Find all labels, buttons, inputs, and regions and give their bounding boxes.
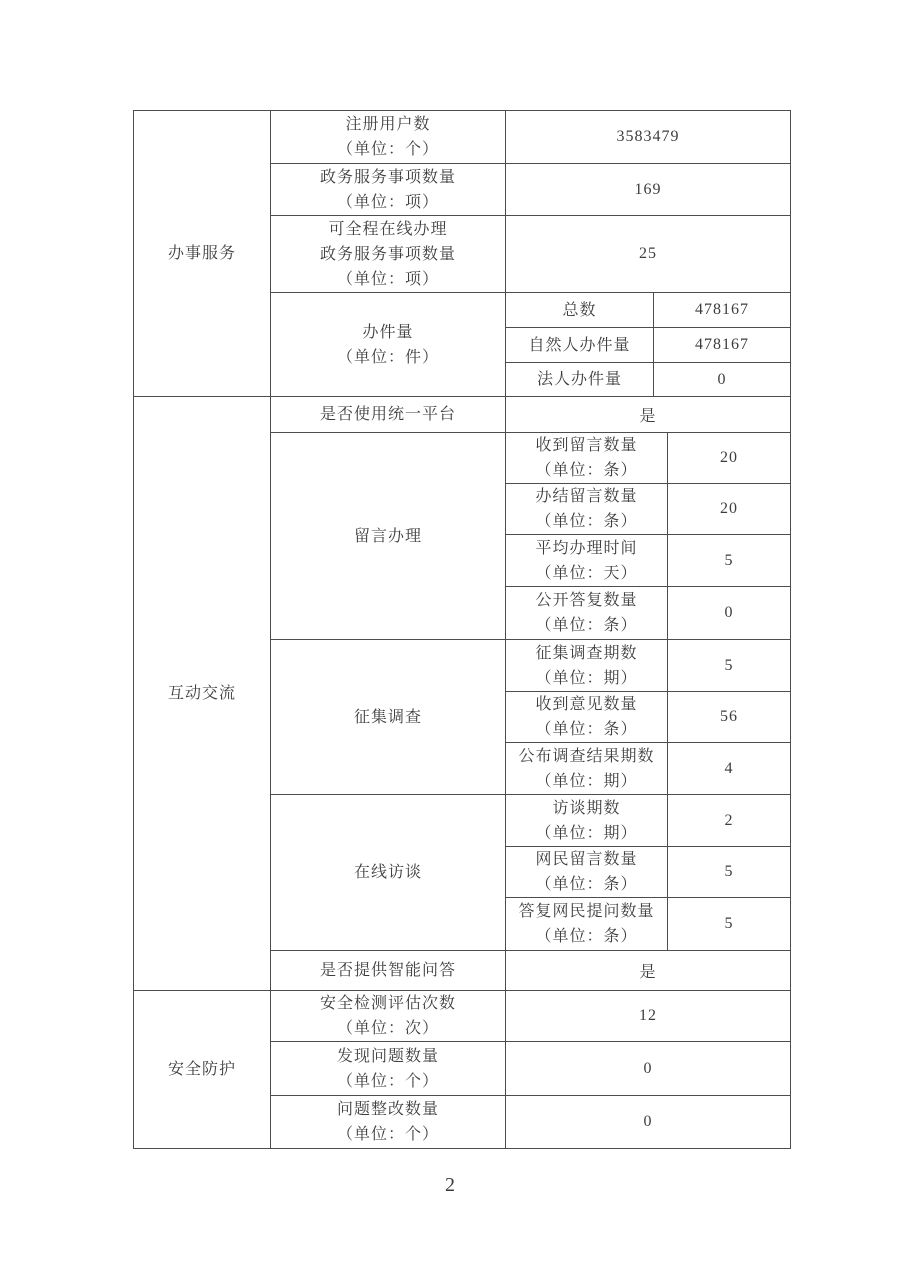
sub-label: 自然人办件量 — [528, 336, 631, 354]
category-cell-service — [134, 111, 271, 397]
sub-label: 网民留言数量 — [535, 851, 638, 868]
sub-label: 公开答复数量 — [535, 592, 638, 609]
value-cell: 4 — [668, 743, 791, 795]
category-label: 安全防护 — [167, 1061, 236, 1078]
item-unit: （单位：个） — [336, 141, 439, 158]
sub-unit: （单位：期） — [535, 669, 638, 687]
category-cell-security — [134, 991, 271, 1149]
value-cell: 478167 — [654, 293, 791, 328]
group-label: 征集调查 — [353, 708, 422, 726]
item-label-cell — [271, 991, 506, 1042]
item-label-cell — [271, 951, 506, 991]
item-label-cell — [271, 397, 506, 433]
sub-label-cell — [506, 898, 668, 951]
item-label: 是否提供智能问答 — [319, 962, 456, 979]
sub-label-cell — [506, 692, 668, 743]
sub-label: 法人办件量 — [536, 371, 622, 388]
sub-label-cell — [506, 640, 668, 692]
sub-label-cell — [506, 484, 668, 535]
sub-label-cell — [506, 433, 668, 484]
sub-unit: （单位：天） — [535, 564, 638, 582]
item-unit: （单位：个） — [336, 1072, 439, 1090]
value-cell: 5 — [668, 898, 791, 951]
page-number: 2 — [445, 1174, 455, 1196]
sub-label: 访谈期数 — [552, 799, 621, 817]
sub-unit: （单位：期） — [535, 824, 638, 842]
value-cell: 是 — [506, 951, 791, 991]
value-cell: 20 — [668, 484, 791, 535]
item-unit: （单位：项） — [336, 270, 439, 288]
sub-unit: （单位：条） — [535, 876, 638, 893]
item-label-cell — [271, 164, 506, 216]
item-unit: （单位：次） — [336, 1020, 439, 1037]
value-cell: 是 — [506, 397, 791, 433]
sub-label-cell — [506, 795, 668, 847]
value-cell: 3583479 — [506, 111, 791, 164]
sub-unit: （单位：条） — [535, 721, 638, 738]
sub-label: 答复网民提问数量 — [518, 903, 655, 920]
sub-label: 公布调查结果期数 — [518, 747, 655, 765]
item-unit: （单位：项） — [336, 193, 439, 211]
item-label-cell — [271, 1042, 506, 1096]
value-cell: 5 — [668, 535, 791, 587]
group-label: 留言办理 — [353, 527, 422, 545]
item-label: 注册用户数 — [345, 116, 431, 133]
sub-label: 总数 — [562, 301, 597, 319]
value-cell: 0 — [668, 587, 791, 640]
value-cell: 0 — [506, 1042, 791, 1096]
group-label-cell — [271, 640, 506, 795]
sub-label-cell — [506, 363, 654, 397]
category-label: 互动交流 — [167, 685, 236, 702]
sub-label: 征集调查期数 — [535, 644, 638, 662]
sub-label-cell — [506, 743, 668, 795]
item-label: 政务服务事项数量 — [319, 168, 456, 186]
value-cell: 12 — [506, 991, 791, 1042]
value-cell: 0 — [506, 1096, 791, 1149]
item-label-cell — [271, 216, 506, 293]
item-label: 安全检测评估次数 — [319, 995, 456, 1012]
item-unit: （单位：个） — [336, 1126, 439, 1143]
item-label-cell — [271, 111, 506, 164]
value-cell: 25 — [506, 216, 791, 293]
sub-unit: （单位：条） — [535, 617, 638, 634]
item-label: 可全程在线办理 — [328, 220, 448, 238]
item-label: 发现问题数量 — [336, 1047, 439, 1065]
group-label: 在线访谈 — [353, 864, 422, 881]
sub-label-cell — [506, 587, 668, 640]
sub-label: 办结留言数量 — [535, 488, 638, 505]
value-cell: 5 — [668, 847, 791, 898]
group-unit: （单位：件） — [336, 348, 439, 366]
value-cell: 2 — [668, 795, 791, 847]
report-table — [133, 110, 791, 1149]
sub-label: 收到意见数量 — [535, 696, 638, 713]
category-cell-interaction — [134, 397, 271, 991]
group-label-cell — [271, 293, 506, 397]
value-cell: 5 — [668, 640, 791, 692]
value-cell: 0 — [654, 363, 791, 397]
sub-label: 平均办理时间 — [535, 539, 638, 557]
sub-unit: （单位：条） — [535, 462, 638, 479]
group-label: 办件量 — [362, 323, 414, 341]
value-cell: 20 — [668, 433, 791, 484]
group-label-cell — [271, 795, 506, 951]
sub-label-cell — [506, 847, 668, 898]
sub-label-cell — [506, 328, 654, 363]
item-label: 问题整改数量 — [336, 1101, 439, 1118]
sub-unit: （单位：条） — [535, 928, 638, 945]
item-label: 是否使用统一平台 — [319, 406, 456, 423]
item-label-cell — [271, 1096, 506, 1149]
item-label-line2: 政务服务事项数量 — [319, 245, 456, 263]
sub-unit: （单位：条） — [535, 513, 638, 530]
sub-label-cell — [506, 535, 668, 587]
sub-label-cell — [506, 293, 654, 328]
sub-unit: （单位：期） — [535, 772, 638, 790]
value-cell: 169 — [506, 164, 791, 216]
category-label: 办事服务 — [167, 245, 236, 262]
group-label-cell — [271, 433, 506, 640]
sub-label: 收到留言数量 — [535, 437, 638, 454]
value-cell: 56 — [668, 692, 791, 743]
value-cell: 478167 — [654, 328, 791, 363]
